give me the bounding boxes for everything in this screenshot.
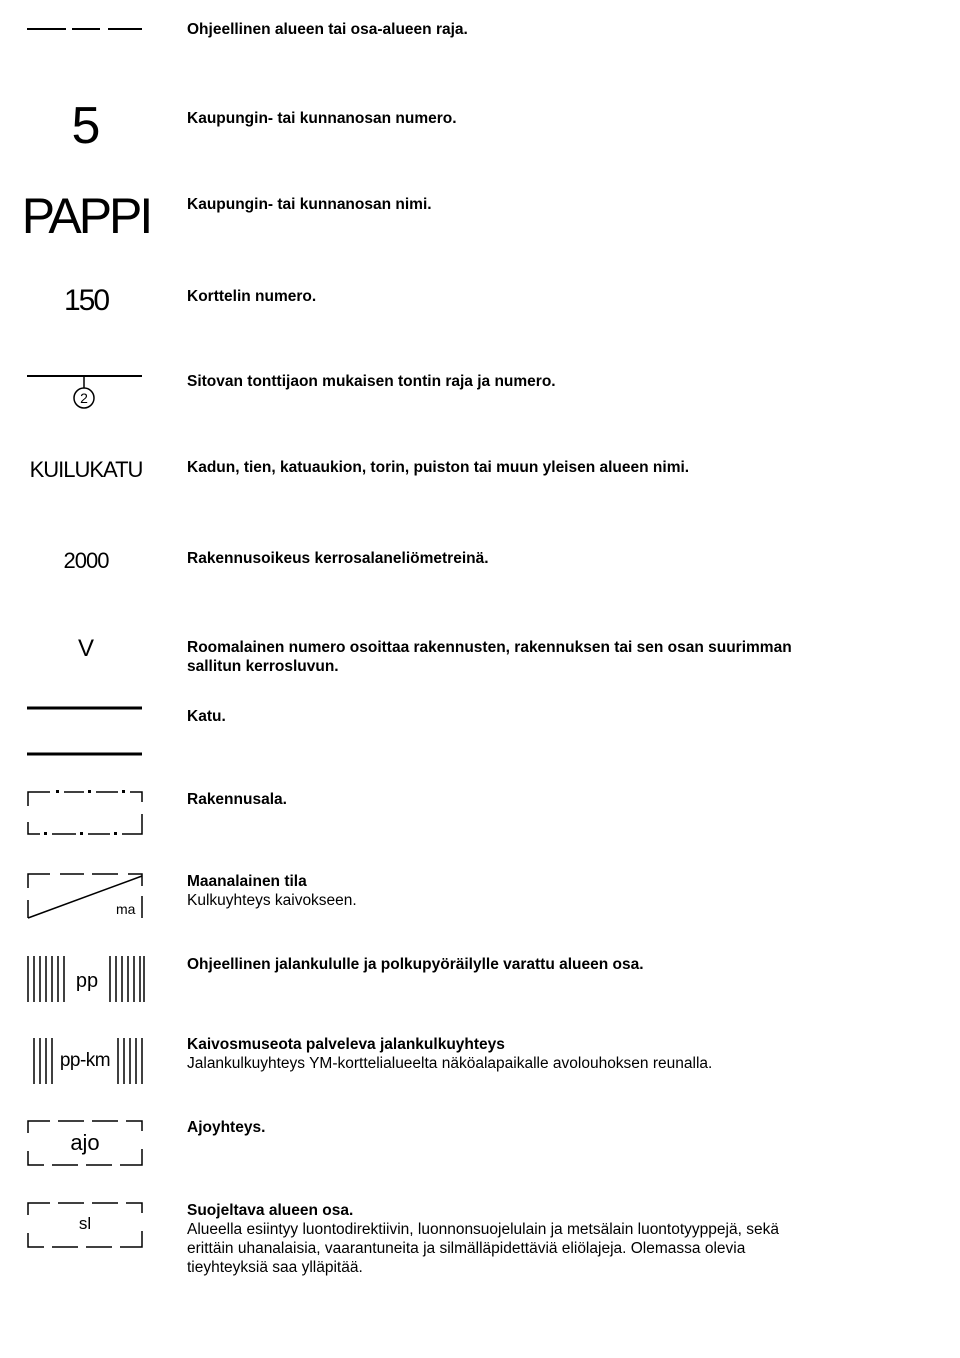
- plot-boundary-symbol: [20, 368, 150, 412]
- district-name-description: Kaupungin- tai kunnanosan nimi.: [187, 196, 432, 213]
- underground-detail: Kulkuyhteys kaivokseen.: [187, 892, 357, 909]
- building-area-description: Rakennusala.: [187, 791, 287, 808]
- street-symbol: [20, 704, 150, 760]
- floors-symbol: V: [77, 635, 94, 662]
- museum-path-title: Kaivosmuseota palveleva jalankulkuyhteys: [187, 1036, 505, 1053]
- driveway-code-text: ajo: [70, 1130, 100, 1155]
- protected-area-detail: Alueella esiintyy luontodirektiivin, luonnonsuojelulain ja metsälain luontotyyppejä, sekä erittäin uhanalaisia, vaarantuneita ja silmälläpidettäviä eliölajeja. Olemassa olevia tieyhteyksiä saa ylläpitää.: [187, 1221, 779, 1276]
- boundary-line-symbol: [20, 26, 150, 32]
- underground-code-text: ma: [116, 901, 136, 917]
- museum-path-detail: Jalankulkuyhteys YM-korttelialueelta näköalapaikalle avolouhoksen reunalla.: [187, 1055, 713, 1072]
- underground-description: [187, 872, 887, 910]
- street-description: Katu.: [187, 708, 226, 725]
- museum-path-symbol: [20, 1034, 150, 1088]
- protected-area-symbol: [20, 1199, 150, 1251]
- building-area-symbol: [20, 788, 150, 838]
- floors-description: Roomalainen numero osoittaa rakennusten, rakennuksen tai sen osan suurimman sallitun kerrosluvun.: [187, 639, 792, 675]
- plot-number-text: 2: [80, 390, 88, 406]
- protected-area-title: Suojeltava alueen osa.: [187, 1202, 354, 1219]
- floor-area-symbol: 2000: [63, 548, 109, 573]
- protected-area-description: [187, 1201, 827, 1277]
- street-name-description: Kadun, tien, katuaukion, torin, puiston tai muun yleisen alueen nimi.: [187, 459, 690, 476]
- museum-path-description: [187, 1035, 887, 1073]
- floor-area-description: Rakennusoikeus kerrosalaneliömetreinä.: [187, 550, 489, 567]
- pedestrian-code-text: pp: [75, 970, 99, 992]
- block-number-symbol: 150: [63, 284, 109, 317]
- plot-description: Sitovan tonttijaon mukaisen tontin raja ja numero.: [187, 373, 556, 390]
- underground-title: Maanalainen tila: [187, 873, 307, 890]
- pedestrian-description: Ohjeellinen jalankululle ja polkupyöräilylle varattu alueen osa.: [187, 956, 644, 973]
- underground-space-symbol: [20, 870, 150, 922]
- driveway-symbol: [20, 1117, 150, 1169]
- museum-path-code-text: pp-km: [59, 1050, 111, 1071]
- pedestrian-symbol: [20, 954, 150, 1004]
- district-number-description: Kaupungin- tai kunnanosan numero.: [187, 110, 457, 127]
- protected-area-code-text: sl: [78, 1214, 92, 1233]
- boundary-description: Ohjeellinen alueen tai osa-alueen raja.: [187, 21, 468, 38]
- street-name-symbol: KUILUKATU: [29, 457, 143, 482]
- driveway-description: Ajoyhteys.: [187, 1119, 266, 1136]
- district-name-symbol: PAPPI: [21, 188, 151, 244]
- block-number-description: Korttelin numero.: [187, 288, 317, 305]
- district-number-symbol: 5: [71, 97, 101, 155]
